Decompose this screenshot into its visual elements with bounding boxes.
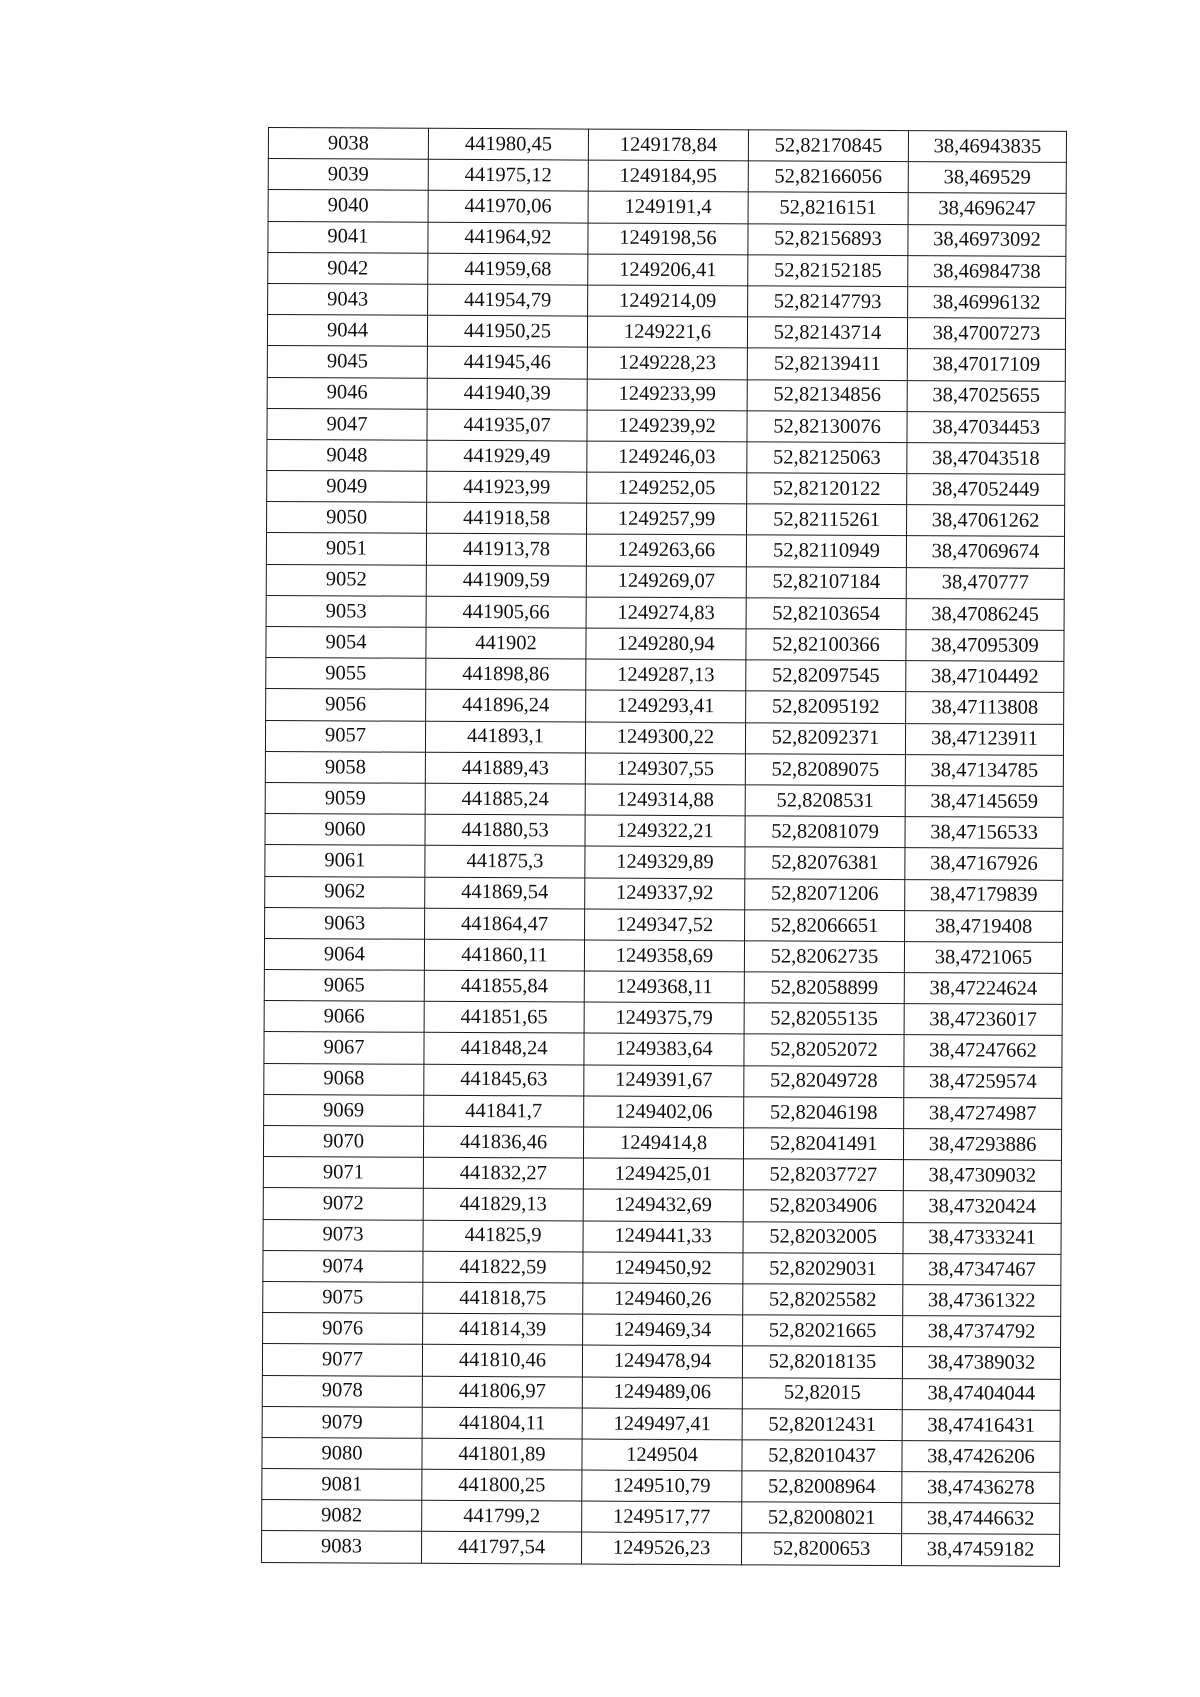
x-coordinate-cell: 441875,3: [425, 846, 585, 878]
longitude-cell: 38,47416431: [902, 1409, 1060, 1441]
x-coordinate-cell: 441880,53: [425, 814, 585, 846]
table-row: [263, 1281, 1061, 1316]
latitude-cell: 52,82156893: [748, 223, 908, 255]
latitude-cell: 52,82066651: [745, 910, 905, 942]
y-coordinate-cell: 1249269,07: [586, 566, 746, 598]
table-row: [267, 439, 1065, 474]
latitude-cell: 52,82058899: [744, 972, 904, 1004]
x-coordinate-cell: 441923,99: [427, 471, 587, 503]
point-number-cell: 9046: [267, 377, 427, 409]
x-coordinate-cell: 441945,46: [427, 347, 587, 379]
latitude-cell: 52,82134856: [747, 379, 907, 411]
y-coordinate-cell: 1249337,92: [585, 878, 745, 910]
x-coordinate-cell: 441810,46: [422, 1345, 582, 1377]
point-number-cell: 9045: [267, 346, 427, 378]
point-number-cell: 9077: [262, 1344, 422, 1376]
table-row: [266, 689, 1064, 724]
point-number-cell: 9078: [262, 1375, 422, 1407]
x-coordinate-cell: 441929,49: [427, 440, 587, 472]
longitude-cell: 38,47095309: [906, 630, 1064, 662]
point-number-cell: 9055: [266, 658, 426, 690]
longitude-cell: 38,47236017: [904, 1004, 1062, 1036]
table-row: [263, 1125, 1061, 1160]
y-coordinate-cell: 1249228,23: [587, 347, 747, 379]
longitude-cell: 38,469529: [908, 162, 1066, 194]
table-row: [265, 876, 1063, 911]
latitude-cell: 52,82115261: [747, 504, 907, 536]
latitude-cell: 52,82103654: [746, 598, 906, 630]
point-number-cell: 9058: [265, 751, 425, 783]
latitude-cell: 52,82032005: [743, 1221, 903, 1253]
point-number-cell: 9081: [262, 1469, 422, 1501]
point-number-cell: 9073: [263, 1219, 423, 1251]
longitude-cell: 38,47017109: [907, 349, 1065, 381]
point-number-cell: 9062: [265, 876, 425, 908]
table-row: [263, 1313, 1061, 1348]
point-number-cell: 9039: [268, 159, 428, 191]
y-coordinate-cell: 1249489,06: [582, 1377, 742, 1409]
table-row: [263, 1188, 1061, 1223]
longitude-cell: 38,47309032: [903, 1160, 1061, 1192]
x-coordinate-cell: 441860,11: [424, 939, 584, 971]
longitude-cell: 38,47247662: [904, 1035, 1062, 1067]
x-coordinate-cell: 441799,2: [422, 1501, 582, 1533]
longitude-cell: 38,46943835: [908, 131, 1066, 163]
table-row: [264, 970, 1062, 1005]
point-number-cell: 9049: [267, 471, 427, 503]
table-row: [264, 1063, 1062, 1098]
x-coordinate-cell: 441959,68: [428, 253, 588, 285]
table-row: [267, 346, 1065, 381]
y-coordinate-cell: 1249233,99: [587, 379, 747, 411]
y-coordinate-cell: 1249293,41: [586, 690, 746, 722]
longitude-cell: 38,47426206: [902, 1440, 1060, 1472]
longitude-cell: 38,47274987: [904, 1097, 1062, 1129]
table-row: [265, 782, 1063, 817]
x-coordinate-cell: 441801,89: [422, 1438, 582, 1470]
longitude-cell: 38,46996132: [908, 287, 1066, 319]
x-coordinate-cell: 441905,66: [426, 596, 586, 628]
x-coordinate-cell: 441980,45: [428, 128, 588, 160]
table-row: [262, 1469, 1060, 1504]
point-number-cell: 9042: [268, 252, 428, 284]
point-number-cell: 9060: [265, 814, 425, 846]
latitude-cell: 52,82081079: [745, 816, 905, 848]
latitude-cell: 52,82147793: [748, 286, 908, 318]
x-coordinate-cell: 441806,97: [422, 1376, 582, 1408]
latitude-cell: 52,82046198: [744, 1097, 904, 1129]
y-coordinate-cell: 1249214,09: [588, 285, 748, 317]
longitude-cell: 38,47459182: [901, 1534, 1059, 1566]
x-coordinate-cell: 441864,47: [425, 908, 585, 940]
x-coordinate-cell: 441964,92: [428, 222, 588, 254]
table-row: [264, 938, 1062, 973]
x-coordinate-cell: 441841,7: [424, 1095, 584, 1127]
x-coordinate-cell: 441885,24: [425, 783, 585, 815]
latitude-cell: 52,82029031: [743, 1253, 903, 1285]
longitude-cell: 38,47224624: [904, 973, 1062, 1005]
y-coordinate-cell: 1249432,69: [583, 1189, 743, 1221]
latitude-cell: 52,82025582: [743, 1284, 903, 1316]
y-coordinate-cell: 1249322,21: [585, 815, 745, 847]
latitude-cell: 52,82015: [742, 1377, 902, 1409]
x-coordinate-cell: 441848,24: [424, 1033, 584, 1065]
longitude-cell: 38,47347467: [903, 1253, 1061, 1285]
point-number-cell: 9038: [268, 128, 428, 160]
coordinates-table-body: [261, 128, 1066, 1567]
point-number-cell: 9071: [263, 1157, 423, 1189]
table-row: [268, 221, 1066, 256]
latitude-cell: 52,82012431: [742, 1409, 902, 1441]
longitude-cell: 38,47320424: [903, 1191, 1061, 1223]
longitude-cell: 38,47389032: [902, 1347, 1060, 1379]
x-coordinate-cell: 441845,63: [424, 1064, 584, 1096]
point-number-cell: 9074: [263, 1250, 423, 1282]
latitude-cell: 52,82097545: [746, 660, 906, 692]
longitude-cell: 38,4719408: [905, 910, 1063, 942]
point-number-cell: 9044: [267, 315, 427, 347]
y-coordinate-cell: 1249504: [582, 1439, 742, 1471]
latitude-cell: 52,82100366: [746, 629, 906, 661]
longitude-cell: 38,47134785: [905, 754, 1063, 786]
longitude-cell: 38,46984738: [908, 255, 1066, 287]
point-number-cell: 9054: [266, 626, 426, 658]
point-number-cell: 9079: [262, 1406, 422, 1438]
latitude-cell: 52,82125063: [747, 442, 907, 474]
y-coordinate-cell: 1249184,95: [588, 160, 748, 192]
x-coordinate-cell: 441950,25: [427, 315, 587, 347]
longitude-cell: 38,47361322: [903, 1285, 1061, 1317]
table-row: [264, 1001, 1062, 1036]
latitude-cell: 52,82095192: [746, 691, 906, 723]
x-coordinate-cell: 441822,59: [423, 1251, 583, 1283]
latitude-cell: 52,82010437: [742, 1440, 902, 1472]
point-number-cell: 9057: [265, 720, 425, 752]
latitude-cell: 52,82139411: [747, 348, 907, 380]
longitude-cell: 38,47104492: [906, 661, 1064, 693]
y-coordinate-cell: 1249358,69: [584, 940, 744, 972]
point-number-cell: 9053: [266, 595, 426, 627]
latitude-cell: 52,82008964: [742, 1471, 902, 1503]
point-number-cell: 9070: [263, 1125, 423, 1157]
longitude-cell: 38,47034453: [907, 411, 1065, 443]
x-coordinate-cell: 441825,9: [423, 1220, 583, 1252]
table-row: [262, 1375, 1060, 1410]
table-row: [267, 471, 1065, 506]
longitude-cell: 38,47156533: [905, 817, 1063, 849]
point-number-cell: 9048: [267, 439, 427, 471]
table-row: [268, 159, 1066, 194]
longitude-cell: 38,47086245: [906, 598, 1064, 630]
longitude-cell: 38,47436278: [902, 1472, 1060, 1504]
y-coordinate-cell: 1249526,23: [581, 1532, 741, 1564]
point-number-cell: 9066: [264, 1001, 424, 1033]
latitude-cell: 52,82120122: [747, 473, 907, 505]
x-coordinate-cell: 441902: [426, 627, 586, 659]
point-number-cell: 9047: [267, 408, 427, 440]
table-row: [267, 502, 1065, 537]
longitude-cell: 38,47333241: [903, 1222, 1061, 1254]
point-number-cell: 9065: [264, 970, 424, 1002]
longitude-cell: 38,470777: [906, 567, 1064, 599]
table-row: [266, 626, 1064, 661]
point-number-cell: 9043: [268, 283, 428, 315]
point-number-cell: 9083: [261, 1531, 421, 1563]
longitude-cell: 38,47052449: [907, 474, 1065, 506]
y-coordinate-cell: 1249441,33: [583, 1221, 743, 1253]
point-number-cell: 9082: [262, 1500, 422, 1532]
table-row: [262, 1437, 1060, 1472]
y-coordinate-cell: 1249368,11: [584, 971, 744, 1003]
y-coordinate-cell: 1249314,88: [585, 784, 745, 816]
y-coordinate-cell: 1249221,6: [587, 316, 747, 348]
longitude-cell: 38,4721065: [904, 941, 1062, 973]
y-coordinate-cell: 1249191,4: [588, 191, 748, 223]
table-row: [262, 1406, 1060, 1441]
table-row: [266, 595, 1064, 630]
longitude-cell: 38,47446632: [902, 1503, 1060, 1535]
x-coordinate-cell: 441898,86: [426, 658, 586, 690]
y-coordinate-cell: 1249198,56: [588, 223, 748, 255]
y-coordinate-cell: 1249391,67: [584, 1065, 744, 1097]
y-coordinate-cell: 1249517,77: [582, 1501, 742, 1533]
x-coordinate-cell: 441800,25: [422, 1469, 582, 1501]
x-coordinate-cell: 441855,84: [424, 970, 584, 1002]
latitude-cell: 52,82034906: [743, 1190, 903, 1222]
y-coordinate-cell: 1249274,83: [586, 597, 746, 629]
point-number-cell: 9059: [265, 782, 425, 814]
table-row: [261, 1531, 1059, 1566]
point-number-cell: 9076: [263, 1313, 423, 1345]
x-coordinate-cell: 441818,75: [423, 1282, 583, 1314]
table-row: [268, 190, 1066, 225]
point-number-cell: 9063: [265, 907, 425, 939]
table-row: [268, 128, 1066, 163]
y-coordinate-cell: 1249246,03: [587, 441, 747, 473]
x-coordinate-cell: 441954,79: [428, 284, 588, 316]
x-coordinate-cell: 441896,24: [426, 690, 586, 722]
y-coordinate-cell: 1249414,8: [583, 1127, 743, 1159]
y-coordinate-cell: 1249383,64: [584, 1033, 744, 1065]
table-row: [264, 1094, 1062, 1129]
longitude-cell: 38,47167926: [905, 848, 1063, 880]
latitude-cell: 52,82021665: [743, 1315, 903, 1347]
longitude-cell: 38,47145659: [905, 786, 1063, 818]
table-row: [264, 1032, 1062, 1067]
y-coordinate-cell: 1249206,41: [588, 254, 748, 286]
latitude-cell: 52,82055135: [744, 1003, 904, 1035]
point-number-cell: 9052: [266, 564, 426, 596]
latitude-cell: 52,82076381: [745, 847, 905, 879]
point-number-cell: 9080: [262, 1437, 422, 1469]
y-coordinate-cell: 1249257,99: [587, 503, 747, 535]
point-number-cell: 9050: [267, 502, 427, 534]
y-coordinate-cell: 1249469,34: [583, 1314, 743, 1346]
x-coordinate-cell: 441970,06: [428, 191, 588, 223]
table-row: [265, 751, 1063, 786]
table-row: [263, 1219, 1061, 1254]
table-row: [262, 1500, 1060, 1535]
x-coordinate-cell: 441893,1: [425, 721, 585, 753]
longitude-cell: 38,4696247: [908, 193, 1066, 225]
x-coordinate-cell: 441940,39: [427, 378, 587, 410]
table-row: [266, 564, 1064, 599]
y-coordinate-cell: 1249510,79: [582, 1470, 742, 1502]
latitude-cell: 52,82071206: [745, 878, 905, 910]
longitude-cell: 38,47374792: [903, 1316, 1061, 1348]
y-coordinate-cell: 1249329,89: [585, 846, 745, 878]
latitude-cell: 52,82107184: [746, 566, 906, 598]
point-number-cell: 9068: [264, 1063, 424, 1095]
table-row: [263, 1157, 1061, 1192]
latitude-cell: 52,82143714: [747, 317, 907, 349]
table-row: [263, 1250, 1061, 1285]
x-coordinate-cell: 441836,46: [423, 1126, 583, 1158]
longitude-cell: 38,47123911: [905, 723, 1063, 755]
x-coordinate-cell: 441935,07: [427, 409, 587, 441]
y-coordinate-cell: 1249347,52: [585, 909, 745, 941]
table-row: [265, 907, 1063, 942]
latitude-cell: 52,82152185: [748, 255, 908, 287]
latitude-cell: 52,82018135: [742, 1346, 902, 1378]
longitude-cell: 38,47061262: [907, 505, 1065, 537]
latitude-cell: 52,8200653: [741, 1533, 901, 1565]
latitude-cell: 52,82062735: [744, 941, 904, 973]
x-coordinate-cell: 441869,54: [425, 877, 585, 909]
longitude-cell: 38,47293886: [903, 1129, 1061, 1161]
latitude-cell: 52,82041491: [743, 1128, 903, 1160]
y-coordinate-cell: 1249402,06: [584, 1096, 744, 1128]
latitude-cell: 52,82008021: [742, 1502, 902, 1534]
table-row: [268, 252, 1066, 287]
x-coordinate-cell: 441913,78: [426, 534, 586, 566]
x-coordinate-cell: 441918,58: [427, 503, 587, 535]
table-row: [266, 658, 1064, 693]
table-row: [267, 315, 1065, 350]
y-coordinate-cell: 1249280,94: [586, 628, 746, 660]
latitude-cell: 52,8208531: [745, 785, 905, 817]
y-coordinate-cell: 1249478,94: [582, 1345, 742, 1377]
x-coordinate-cell: 441804,11: [422, 1407, 582, 1439]
y-coordinate-cell: 1249375,79: [584, 1002, 744, 1034]
point-number-cell: 9064: [264, 938, 424, 970]
longitude-cell: 38,46973092: [908, 224, 1066, 256]
y-coordinate-cell: 1249263,66: [586, 534, 746, 566]
latitude-cell: 52,82170845: [748, 130, 908, 162]
x-coordinate-cell: 441829,13: [423, 1189, 583, 1221]
point-number-cell: 9040: [268, 190, 428, 222]
point-number-cell: 9072: [263, 1188, 423, 1220]
x-coordinate-cell: 441814,39: [423, 1313, 583, 1345]
y-coordinate-cell: 1249252,05: [587, 472, 747, 504]
point-number-cell: 9056: [266, 689, 426, 721]
y-coordinate-cell: 1249307,55: [585, 753, 745, 785]
latitude-cell: 52,82130076: [747, 411, 907, 443]
table-row: [267, 377, 1065, 412]
point-number-cell: 9051: [266, 533, 426, 565]
latitude-cell: 52,82166056: [748, 161, 908, 193]
x-coordinate-cell: 441851,65: [424, 1002, 584, 1034]
latitude-cell: 52,82092371: [745, 722, 905, 754]
point-number-cell: 9067: [264, 1032, 424, 1064]
y-coordinate-cell: 1249287,13: [586, 659, 746, 691]
table-row: [262, 1344, 1060, 1379]
table-row: [265, 845, 1063, 880]
x-coordinate-cell: 441889,43: [425, 752, 585, 784]
point-number-cell: 9041: [268, 221, 428, 253]
latitude-cell: 52,8216151: [748, 192, 908, 224]
coordinates-table: [261, 127, 1067, 1567]
longitude-cell: 38,47043518: [907, 443, 1065, 475]
longitude-cell: 38,47404044: [902, 1378, 1060, 1410]
y-coordinate-cell: 1249450,92: [583, 1252, 743, 1284]
latitude-cell: 52,82110949: [746, 535, 906, 567]
point-number-cell: 9069: [264, 1094, 424, 1126]
y-coordinate-cell: 1249460,26: [583, 1283, 743, 1315]
y-coordinate-cell: 1249178,84: [588, 129, 748, 161]
table-row: [265, 720, 1063, 755]
longitude-cell: 38,47179839: [905, 879, 1063, 911]
point-number-cell: 9075: [263, 1281, 423, 1313]
longitude-cell: 38,47069674: [906, 536, 1064, 568]
latitude-cell: 52,82049728: [744, 1065, 904, 1097]
longitude-cell: 38,47007273: [907, 318, 1065, 350]
point-number-cell: 9061: [265, 845, 425, 877]
latitude-cell: 52,82037727: [743, 1159, 903, 1191]
y-coordinate-cell: 1249497,41: [582, 1408, 742, 1440]
table-row: [268, 283, 1066, 318]
y-coordinate-cell: 1249425,01: [583, 1158, 743, 1190]
x-coordinate-cell: 441797,54: [421, 1532, 581, 1564]
x-coordinate-cell: 441909,59: [426, 565, 586, 597]
x-coordinate-cell: 441975,12: [428, 159, 588, 191]
table-row: [266, 533, 1064, 568]
longitude-cell: 38,47259574: [904, 1066, 1062, 1098]
y-coordinate-cell: 1249300,22: [585, 722, 745, 754]
latitude-cell: 52,82089075: [745, 754, 905, 786]
longitude-cell: 38,47025655: [907, 380, 1065, 412]
y-coordinate-cell: 1249239,92: [587, 410, 747, 442]
table-row: [267, 408, 1065, 443]
table-row: [265, 814, 1063, 849]
longitude-cell: 38,47113808: [906, 692, 1064, 724]
latitude-cell: 52,82052072: [744, 1034, 904, 1066]
x-coordinate-cell: 441832,27: [423, 1157, 583, 1189]
